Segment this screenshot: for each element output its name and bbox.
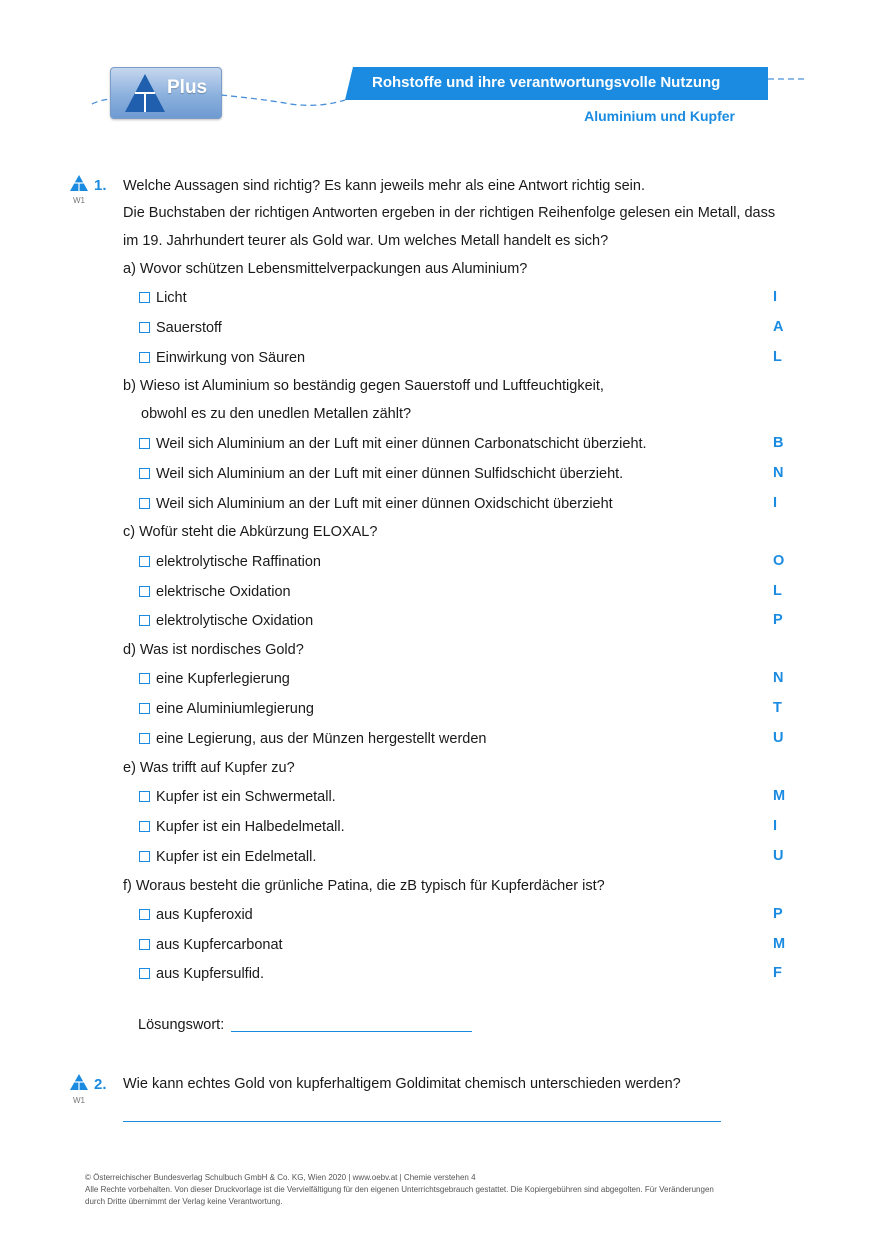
option-label: Einwirkung von Säuren [156, 350, 306, 366]
answer-letter: I [773, 495, 778, 511]
footer-rights: Alle Rechte vorbehalten. Von dieser Druckvorlage ist die Vervielfältigung für den eigenen Unterrichtsgebrauch gestattet. Die Kopiergebühren sind abgegolten. Für Veränderungen [85, 1185, 714, 1194]
question-part-e: e) Was trifft auf Kupfer zu? [123, 760, 295, 776]
option-checkbox[interactable] [139, 289, 187, 307]
option-label: Sauerstoff [156, 320, 222, 336]
checkbox[interactable] [139, 703, 150, 714]
level-triangle-icon [70, 175, 88, 191]
plus-logo [110, 67, 222, 119]
option-label: Weil sich Aluminium an der Luft mit einer dünnen Oxidschicht überzieht [156, 496, 613, 512]
question-part-b: b) Wieso ist Aluminium so beständig gegen Sauerstoff und Luftfeuchtigkeit, [123, 378, 604, 394]
option-checkbox[interactable] [139, 495, 613, 513]
checkbox[interactable] [139, 438, 150, 449]
checkbox[interactable] [139, 939, 150, 950]
triangle-logo-icon [123, 72, 167, 114]
checkbox[interactable] [139, 791, 150, 802]
checkbox[interactable] [139, 909, 150, 920]
answer-letter: P [773, 612, 783, 628]
option-label: Kupfer ist ein Schwermetall. [156, 789, 336, 805]
answer-letter: O [773, 553, 785, 569]
question-part-d: d) Was ist nordisches Gold? [123, 642, 304, 658]
answer-letter: F [773, 965, 782, 981]
option-checkbox[interactable] [139, 465, 623, 483]
option-checkbox[interactable] [139, 700, 314, 718]
checkbox[interactable] [139, 733, 150, 744]
level-label: W1 [73, 1096, 85, 1105]
footer-rights-cont: durch Dritte übernimmt der Verlag keine Verantwortung. [85, 1197, 283, 1206]
answer-letter: L [773, 583, 782, 599]
answer-letter: B [773, 435, 784, 451]
option-checkbox[interactable] [139, 583, 291, 601]
checkbox[interactable] [139, 498, 150, 509]
answer-letter: M [773, 936, 786, 952]
option-label: Weil sich Aluminium an der Luft mit einer dünnen Carbonatschicht überzieht. [156, 436, 647, 452]
question-number: 2. [94, 1076, 107, 1093]
q1-intro-line: Die Buchstaben der richtigen Antworten ergeben in der richtigen Reihenfolge gelesen ein Metall, dass [123, 205, 776, 221]
question-part-f: f) Woraus besteht die grünliche Patina, die zB typisch für Kupferdächer ist? [123, 878, 605, 894]
footer-copyright: © Österreichischer Bundesverlag Schulbuch GmbH & Co. KG, Wien 2020 | www.oebv.at | Chemie verstehen 4 [85, 1173, 476, 1182]
answer-letter: U [773, 848, 784, 864]
option-label: aus Kupfersulfid. [156, 966, 265, 982]
level-label: W1 [73, 196, 85, 205]
option-label: elektrolytische Raffination [156, 554, 321, 570]
option-label: Weil sich Aluminium an der Luft mit einer dünnen Sulfidschicht überzieht. [156, 466, 624, 482]
answer-letter: N [773, 465, 784, 481]
checkbox[interactable] [139, 322, 150, 333]
answer-letter: T [773, 700, 782, 716]
option-checkbox[interactable] [139, 553, 321, 571]
checkbox[interactable] [139, 673, 150, 684]
answer-letter: I [773, 818, 778, 834]
option-checkbox[interactable] [139, 936, 283, 954]
level-triangle-icon [70, 1074, 88, 1090]
checkbox[interactable] [139, 586, 150, 597]
q2-answer-line[interactable] [123, 1121, 721, 1122]
page-subtitle: Aluminium und Kupfer [584, 108, 735, 124]
checkbox[interactable] [139, 468, 150, 479]
question-part-c: c) Wofür steht die Abkürzung ELOXAL? [123, 524, 378, 540]
answer-letter: P [773, 906, 783, 922]
option-label: Kupfer ist ein Halbedelmetall. [156, 819, 345, 835]
logo-text: Plus [167, 77, 208, 98]
checkbox[interactable] [139, 352, 150, 363]
answer-letter: L [773, 349, 782, 365]
option-label: eine Legierung, aus der Münzen hergestellt werden [156, 731, 487, 747]
option-checkbox[interactable] [139, 435, 647, 453]
solution-label: Lösungswort: [138, 1017, 225, 1033]
page-title: Rohstoffe und ihre verantwortungsvolle Nutzung [372, 74, 721, 91]
question-part-a: a) Wovor schützen Lebensmittelverpackungen aus Aluminium? [123, 261, 528, 277]
answer-letter: A [773, 319, 784, 335]
option-checkbox[interactable] [139, 730, 487, 748]
q1-intro-line: im 19. Jahrhundert teurer als Gold war. Um welches Metall handelt es sich? [123, 233, 609, 249]
answer-letter: U [773, 730, 784, 746]
option-label: Licht [156, 290, 187, 306]
q1-intro-line: Welche Aussagen sind richtig? Es kann jeweils mehr als eine Antwort richtig sein. [123, 178, 645, 194]
option-checkbox[interactable] [139, 788, 336, 806]
option-label: eine Kupferlegierung [156, 671, 290, 687]
option-checkbox[interactable] [139, 319, 222, 337]
option-label: aus Kupfercarbonat [156, 937, 283, 953]
q2-text: Wie kann echtes Gold von kupferhaltigem Goldimitat chemisch unterschieden werden? [123, 1076, 681, 1092]
checkbox[interactable] [139, 851, 150, 862]
solution-input-line[interactable] [231, 1031, 472, 1032]
checkbox[interactable] [139, 821, 150, 832]
option-label: eine Aluminiumlegierung [156, 701, 314, 717]
answer-letter: I [773, 289, 778, 305]
option-checkbox[interactable] [139, 818, 345, 836]
checkbox[interactable] [139, 292, 150, 303]
question-part-b-cont: obwohl es zu den unedlen Metallen zählt? [141, 406, 412, 422]
option-checkbox[interactable] [139, 906, 253, 924]
option-checkbox[interactable] [139, 848, 316, 866]
option-checkbox[interactable] [139, 965, 264, 983]
checkbox[interactable] [139, 968, 150, 979]
option-checkbox[interactable] [139, 612, 313, 630]
option-label: aus Kupferoxid [156, 907, 253, 923]
question-number: 1. [94, 177, 107, 194]
option-checkbox[interactable] [139, 349, 305, 367]
checkbox[interactable] [139, 556, 150, 567]
answer-letter: N [773, 670, 784, 686]
option-label: elektrolytische Oxidation [156, 613, 314, 629]
answer-letter: M [773, 788, 786, 804]
option-label: Kupfer ist ein Edelmetall. [156, 849, 317, 865]
option-label: elektrische Oxidation [156, 584, 291, 600]
checkbox[interactable] [139, 615, 150, 626]
option-checkbox[interactable] [139, 670, 290, 688]
